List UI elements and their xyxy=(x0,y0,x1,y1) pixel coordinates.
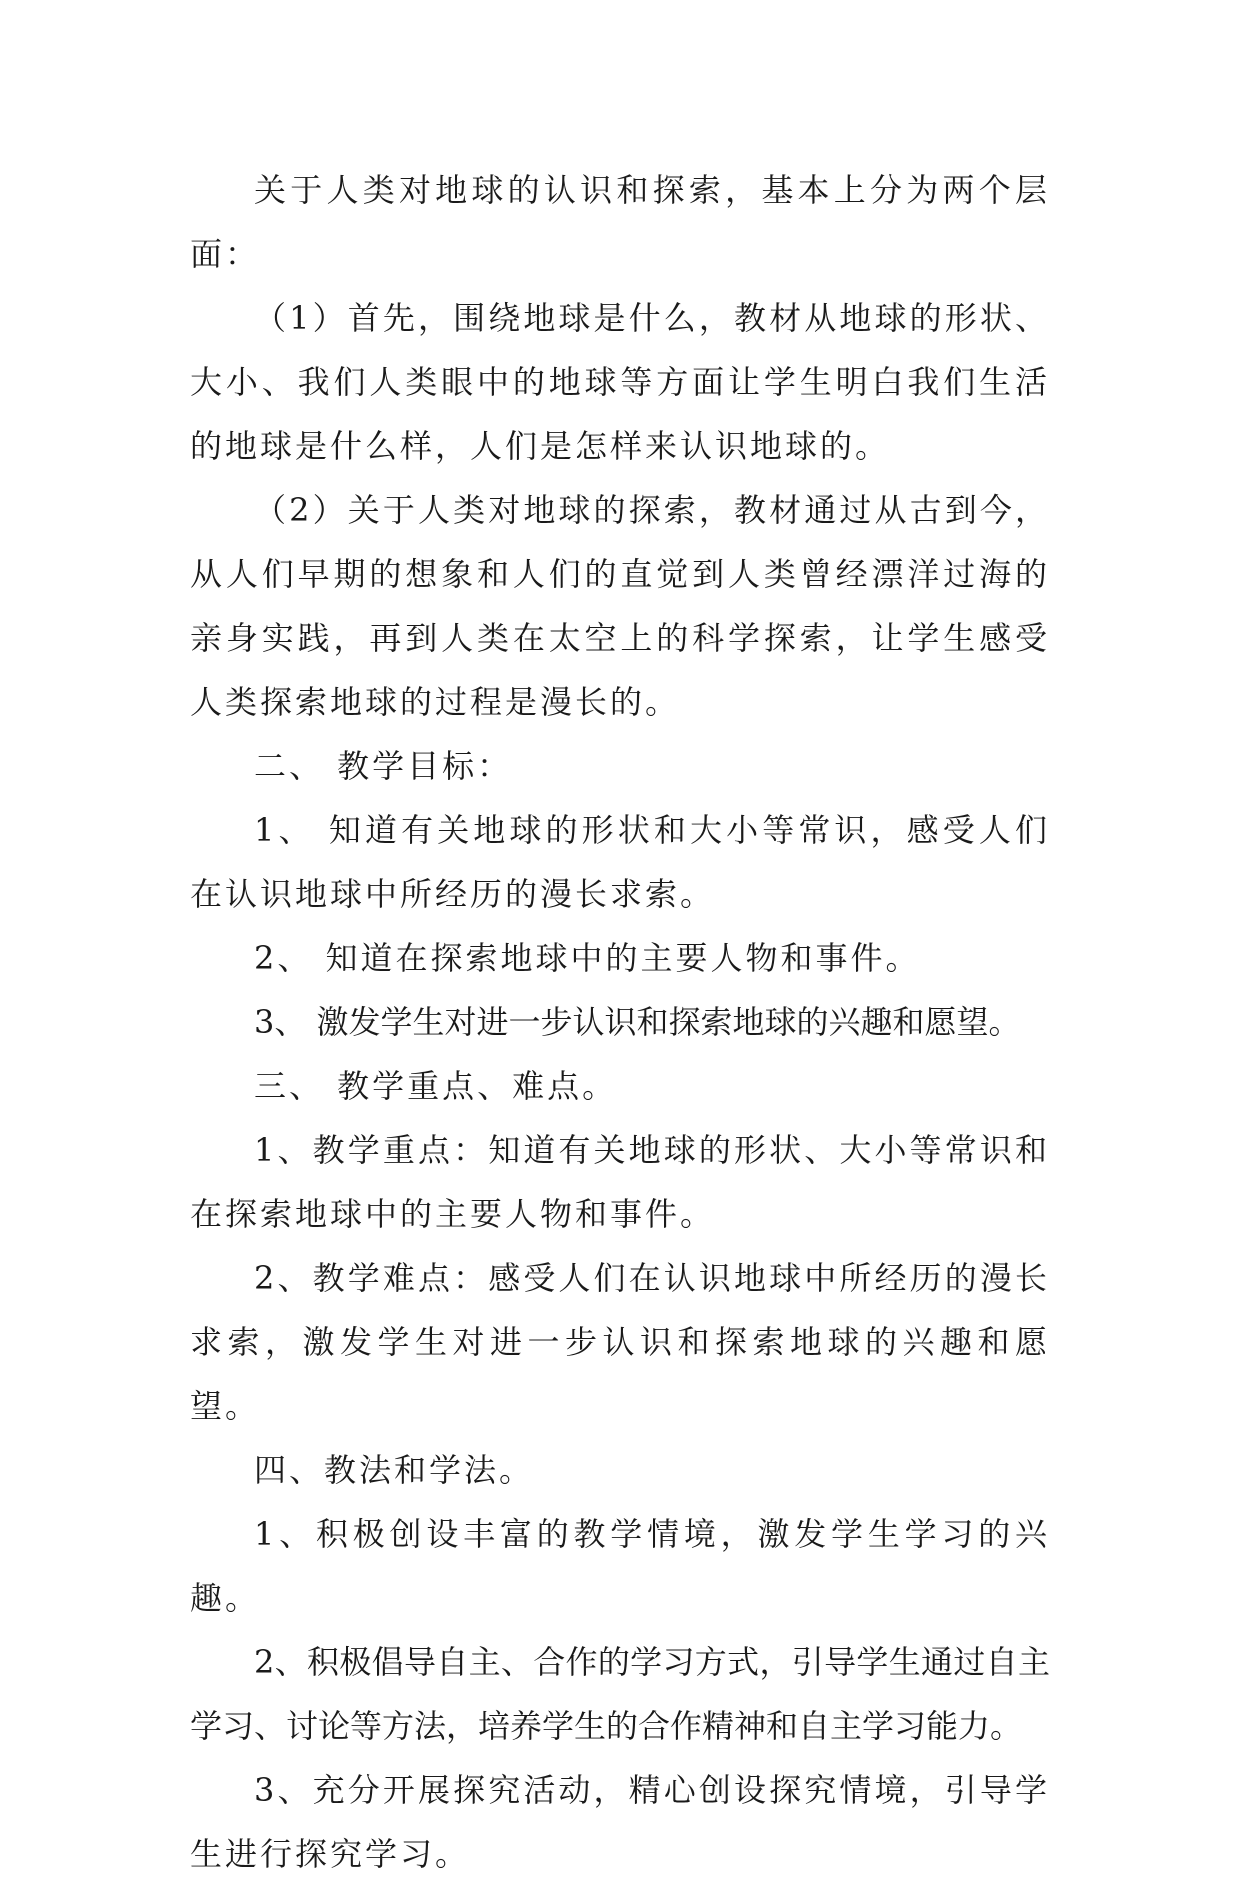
goal-item-2: 2、 知道在探索地球中的主要人物和事件。 xyxy=(254,939,921,977)
heading-methods: 四、教法和学法。 xyxy=(254,1451,535,1489)
goal-item-3: 3、 激发学生对进一步认识和探索地球的兴趣和愿望。 xyxy=(254,1003,1021,1041)
goal-item-1: 1、 知道有关地球的形状和大小等常识，感受人们在认识地球中所经历的漫长求索。 xyxy=(190,811,1050,913)
key-point-item-1: 1、教学重点：知道有关地球的形状、大小等常识和在探索地球中的主要人物和事件。 xyxy=(190,1131,1050,1233)
heading-teaching-goals: 二、 教学目标： xyxy=(254,747,513,785)
paragraph-intro: 关于人类对地球的认识和探索，基本上分为两个层面： xyxy=(190,171,1050,273)
method-item-1: 1、积极创设丰富的教学情境，激发学生学习的兴趣。 xyxy=(190,1515,1050,1617)
method-item-2: 2、积极倡导自主、合作的学习方式，引导学生通过自主学习、讨论等方法，培养学生的合作精神和自主学习能力。 xyxy=(190,1643,1050,1745)
method-item-3: 3、充分开展探究活动，精心创设探究情境，引导学生进行探究学习。 xyxy=(190,1771,1050,1873)
paragraph-level-1: （1）首先，围绕地球是什么，教材从地球的形状、大小、我们人类眼中的地球等方面让学生明白我们生活的地球是什么样，人们是怎样来认识地球的。 xyxy=(190,299,1050,465)
key-point-item-2: 2、教学难点：感受人们在认识地球中所经历的漫长求索，激发学生对进一步认识和探索地球的兴趣和愿望。 xyxy=(190,1259,1050,1425)
heading-key-points: 三、 教学重点、难点。 xyxy=(254,1067,618,1105)
paragraph-level-2: （2）关于人类对地球的探索，教材通过从古到今，从人们早期的想象和人们的直觉到人类曾经漂洋过海的亲身实践，再到人类在太空上的科学探索，让学生感受人类探索地球的过程是漫长的。 xyxy=(190,491,1050,721)
document-body xyxy=(190,158,1050,1886)
